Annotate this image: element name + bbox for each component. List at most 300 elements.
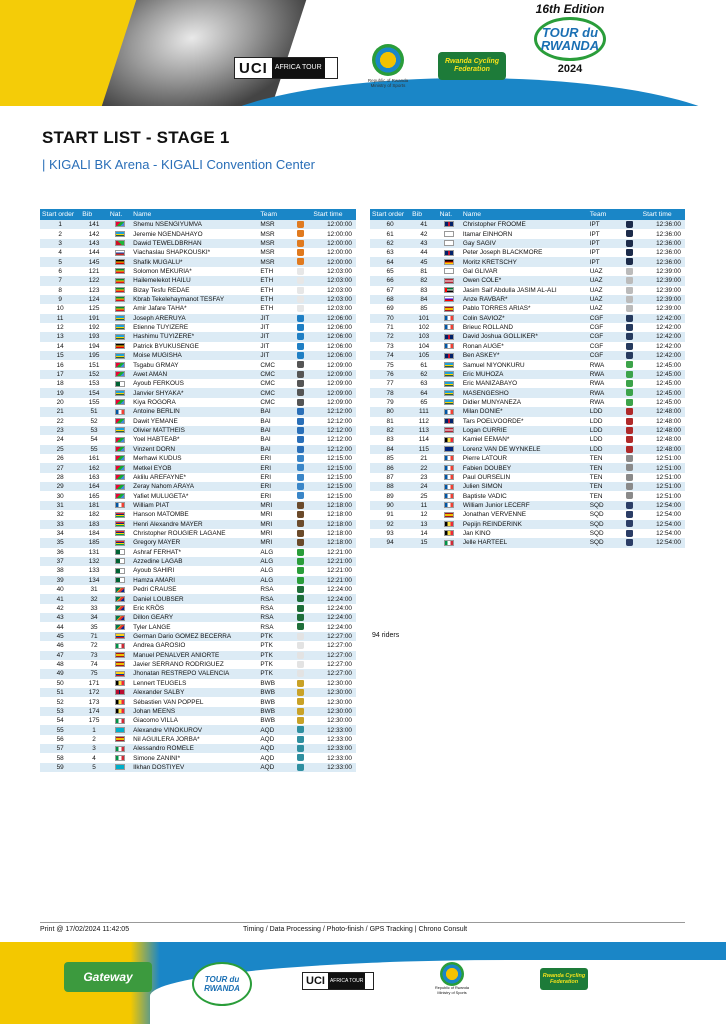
bib-cell: 34 [80,613,108,622]
nationality-cell [108,407,131,416]
team-cell: CGF [588,332,620,341]
jersey-cell [290,482,311,491]
jersey-icon [297,436,304,443]
rider-name-cell: Gal GLIVAR [461,267,588,276]
table-row [40,323,356,332]
jersey-icon [297,530,304,537]
team-cell: MSR [258,248,290,257]
table-row [40,314,356,323]
start-order-cell: 46 [40,641,80,650]
flag-icon-fra [115,502,125,508]
rider-name-cell: Lorenz VAN DE WYNKELE [461,445,588,454]
flag-icon-fra [444,343,454,349]
flag-icon-ita [115,746,125,752]
bib-cell: 105 [410,351,437,360]
start-order-cell: 50 [40,679,80,688]
start-order-cell: 44 [40,622,80,631]
table-row [40,360,356,369]
rider-name-cell: Tars POELVOORDE* [461,417,588,426]
team-cell: MRI [258,520,290,529]
ministry-footer-logo [432,962,472,995]
flag-icon-fra [444,493,454,499]
rider-name-cell: Janvier SHYAKA* [131,388,258,397]
team-cell: ALG [258,566,290,575]
jersey-icon [297,324,304,331]
bib-cell: 132 [80,557,108,566]
flag-icon-alg [115,558,125,564]
jersey-cell [619,229,640,238]
start-time-cell: 12:03:00 [311,267,356,276]
flag-icon-rwa [444,390,454,396]
start-time-cell: 12:27:00 [311,651,356,660]
start-order-cell: 27 [40,463,80,472]
jersey-cell [290,286,311,295]
jersey-cell [290,651,311,660]
start-time-cell: 12:18:00 [311,529,356,538]
flag-icon-rwa [115,353,125,359]
jersey-cell [290,585,311,594]
jersey-icon [626,539,633,546]
table-row [40,454,356,463]
rider-name-cell: Dawid TEWELDBRHAN [131,239,258,248]
nationality-cell [108,473,131,482]
start-order-cell: 63 [370,248,410,257]
table-row [370,463,685,472]
table-row [40,351,356,360]
nationality-cell [108,632,131,641]
start-time-cell: 12:09:00 [311,388,356,397]
rider-name-cell: Amir Jafare TAHA* [131,304,258,313]
table-row [40,604,356,613]
jersey-icon [626,399,633,406]
jersey-icon [626,474,633,481]
team-cell: BWB [258,697,290,706]
jersey-cell [290,688,311,697]
bib-cell: 114 [410,435,437,444]
bib-cell: 104 [410,342,437,351]
table-row [40,594,356,603]
jersey-cell [619,445,640,454]
table-row [40,688,356,697]
jersey-cell [290,417,311,426]
jersey-icon [297,698,304,705]
nationality-cell [108,482,131,491]
start-time-cell: 12:42:00 [641,351,685,360]
bib-cell: 144 [80,248,108,257]
team-cell: RSA [258,604,290,613]
team-cell: CMC [258,398,290,407]
bib-cell: 113 [410,426,437,435]
table-row [40,763,356,772]
jersey-cell [290,491,311,500]
jersey-icon [297,240,304,247]
flag-icon-rwa [115,427,125,433]
team-cell: IPT [588,239,620,248]
start-order-cell: 85 [370,454,410,463]
bib-cell: 121 [80,267,108,276]
jersey-cell [619,314,640,323]
bib-cell: 101 [410,314,437,323]
start-order-cell: 45 [40,632,80,641]
nationality-cell [438,342,461,351]
team-cell: PTK [258,641,290,650]
flag-icon-bel [115,708,125,714]
nationality-cell [438,473,461,482]
bib-cell: 112 [410,417,437,426]
table-row [40,613,356,622]
jersey-cell [290,370,311,379]
bib-cell: 155 [80,398,108,407]
jersey-cell [290,304,311,313]
jersey-icon [297,474,304,481]
flag-icon-esp [115,661,125,667]
flag-icon-bel [115,680,125,686]
flag-icon-gbr [444,418,454,424]
nationality-cell [108,613,131,622]
start-time-cell: 12:54:00 [641,529,685,538]
jersey-icon [297,268,304,275]
jersey-cell [290,454,311,463]
table-row [370,370,685,379]
rider-name-cell: Joseph ARERUYA [131,314,258,323]
rider-name-cell: Etienne TUYIZERE [131,323,258,332]
table-row [370,426,685,435]
team-cell: ETH [258,267,290,276]
start-time-cell: 12:27:00 [311,632,356,641]
start-order-cell: 9 [40,295,80,304]
rider-name-cell: Johan MEENS [131,707,258,716]
nationality-cell [108,501,131,510]
table-row [40,482,356,491]
team-cell: UAZ [588,295,620,304]
start-time-cell: 12:33:00 [311,753,356,762]
flag-icon-eri [115,418,125,424]
table-row [40,735,356,744]
team-cell: ERI [258,454,290,463]
rider-name-cell: Lennert TEUGELS [131,679,258,688]
rider-name-cell: Milan DONIE* [461,407,588,416]
bib-cell: 53 [80,426,108,435]
bib-cell: 12 [410,510,437,519]
rider-name-cell: Metkel EYOB [131,463,258,472]
jersey-icon [297,539,304,546]
bib-cell: 32 [80,594,108,603]
nationality-cell [108,585,131,594]
jersey-cell [290,435,311,444]
table-row [370,323,685,332]
team-cell: BAI [258,417,290,426]
table-row [370,445,685,454]
nationality-cell [108,566,131,575]
jersey-icon [297,446,304,453]
bib-cell: 44 [410,248,437,257]
start-time-cell: 12:51:00 [641,454,685,463]
jersey-cell [290,510,311,519]
jersey-icon [297,633,304,640]
edition-label: 16th Edition [535,2,605,16]
jersey-icon [297,464,304,471]
start-order-cell: 1 [40,220,80,229]
col-jersey [290,209,311,220]
jersey-icon [297,418,304,425]
jersey-icon [297,258,304,265]
jersey-cell [290,763,311,772]
nationality-cell [108,286,131,295]
nationality-cell [438,332,461,341]
team-cell: CGF [588,342,620,351]
rider-name-cell: Jonathan VERVENNE [461,510,588,519]
bib-cell: 191 [80,314,108,323]
rider-name-cell: David Joshua GOLLIKER* [461,332,588,341]
start-time-cell: 12:39:00 [641,295,685,304]
table-row [370,332,685,341]
start-time-cell: 12:27:00 [311,669,356,678]
rider-name-cell: Hanson MATOMBE [131,510,258,519]
flag-icon-eth [115,296,125,302]
start-order-cell: 10 [40,304,80,313]
start-order-cell: 91 [370,510,410,519]
bib-cell: 13 [410,520,437,529]
nationality-cell [108,707,131,716]
jersey-icon [626,408,633,415]
start-time-cell: 12:30:00 [311,707,356,716]
team-cell: ERI [258,482,290,491]
rider-name-cell: Zeray Nahom ARAYA [131,482,258,491]
nationality-cell [438,529,461,538]
bib-cell: 163 [80,473,108,482]
team-cell: JIT [258,314,290,323]
nationality-cell [108,463,131,472]
tdr-logo-text: TOUR du RWANDA [540,25,600,53]
team-cell: SQD [588,538,620,547]
flag-icon-mri [115,521,125,527]
federation-footer-logo [540,968,588,990]
bib-cell: 11 [410,501,437,510]
start-time-cell: 12:06:00 [311,351,356,360]
start-time-cell: 12:33:00 [311,763,356,772]
jersey-icon [297,586,304,593]
start-order-cell: 5 [40,257,80,266]
jersey-icon [297,520,304,527]
flag-icon-fra [444,474,454,480]
team-cell: CGF [588,351,620,360]
rider-name-cell: Julien SIMON [461,482,588,491]
nationality-cell [108,510,131,519]
nationality-cell [108,398,131,407]
flag-icon-rwa [444,362,454,368]
jersey-icon [297,305,304,312]
rider-name-cell: Tsgabu GRMAY [131,360,258,369]
jersey-cell [619,491,640,500]
flag-icon-ita [444,540,454,546]
jersey-icon [297,380,304,387]
nationality-cell [108,753,131,762]
rider-name-cell: Moritz KRETSCHY [461,257,588,266]
jersey-icon [297,549,304,556]
start-order-cell: 62 [370,239,410,248]
start-order-cell: 49 [40,669,80,678]
start-time-cell: 12:33:00 [311,744,356,753]
rider-name-cell: Hamza AMARI [131,576,258,585]
rider-name-cell: Kamiel EEMAN* [461,435,588,444]
nationality-cell [108,435,131,444]
jersey-cell [290,538,311,547]
table-row [40,641,356,650]
tdr-logo-ring [534,17,606,61]
nationality-cell [108,417,131,426]
start-time-cell: 12:45:00 [641,360,685,369]
gateway-logo-text: Gateway [83,970,133,984]
table-row [40,520,356,529]
nationality-cell [108,491,131,500]
table-row [370,229,685,238]
jersey-icon [297,399,304,406]
table-row [40,548,356,557]
tour-du-rwanda-logo [520,0,620,96]
rider-name-cell: MASENGESHO [461,388,588,397]
table-row [40,622,356,631]
jersey-cell [619,510,640,519]
col-start-time: Start time [641,209,685,220]
nationality-cell [108,520,131,529]
jersey-icon [297,230,304,237]
nationality-cell [108,248,131,257]
table-row [370,501,685,510]
team-cell: CMC [258,379,290,388]
jersey-icon [626,230,633,237]
rider-name-cell: Olivier MATTHEIS [131,426,258,435]
nationality-cell [108,660,131,669]
table-row [370,417,685,426]
jersey-cell [290,716,311,725]
table-row [370,286,685,295]
bib-cell: 62 [410,370,437,379]
bib-cell: 171 [80,679,108,688]
start-time-cell: 12:36:00 [641,220,685,229]
jersey-cell [290,323,311,332]
col-start-time: Start time [311,209,356,220]
table-row [40,398,356,407]
rider-name-cell: William Junior LECERF [461,501,588,510]
start-order-cell: 20 [40,398,80,407]
jersey-icon [297,670,304,677]
table-row [40,566,356,575]
start-order-cell: 11 [40,314,80,323]
team-cell: MSR [258,257,290,266]
nationality-cell [438,248,461,257]
team-cell: ALG [258,557,290,566]
start-order-cell: 77 [370,379,410,388]
col-name: Name [461,209,588,220]
rider-name-cell: Ronan AUGE* [461,342,588,351]
table-row [40,239,356,248]
uci-logo-text: UCI [239,59,268,77]
bib-cell: 83 [410,286,437,295]
bib-cell: 82 [410,276,437,285]
bib-cell: 71 [80,632,108,641]
team-cell: RSA [258,622,290,631]
nationality-cell [438,360,461,369]
jersey-icon [297,492,304,499]
flag-icon-isr [444,268,454,274]
rwanda-cycling-federation-logo [438,52,506,80]
jersey-icon [626,427,633,434]
start-order-cell: 71 [370,323,410,332]
table-row [370,239,685,248]
flag-icon-mri [115,512,125,518]
start-order-cell: 64 [370,257,410,266]
table-row [40,426,356,435]
bib-cell: 143 [80,239,108,248]
start-time-cell: 12:21:00 [311,557,356,566]
team-cell: TEN [588,473,620,482]
start-time-cell: 12:00:00 [311,257,356,266]
jersey-cell [290,520,311,529]
flag-icon-bdi [115,240,125,246]
nationality-cell [438,314,461,323]
rider-name-cell: Sébastien VAN POPPEL [131,697,258,706]
table-row [40,679,356,688]
bib-cell: 193 [80,332,108,341]
table-row [40,725,356,734]
jersey-cell [619,323,640,332]
start-time-cell: 12:45:00 [641,398,685,407]
bib-cell: 192 [80,323,108,332]
table-row [40,744,356,753]
jersey-cell [619,482,640,491]
bib-cell: 84 [410,295,437,304]
start-order-cell: 93 [370,529,410,538]
africa-tour-footer-logo-text: AFRICA TOUR [328,973,365,989]
jersey-cell [619,463,640,472]
start-time-cell: 12:30:00 [311,679,356,688]
table-row [40,304,356,313]
jersey-icon [297,361,304,368]
flag-icon-gbr [444,250,454,256]
rider-name-cell: Merhawi KUDUS [131,454,258,463]
flag-icon-eri [115,493,125,499]
nationality-cell [438,351,461,360]
nationality-cell [108,744,131,753]
rider-name-cell: Shafik MUGALU* [131,257,258,266]
start-order-cell: 30 [40,491,80,500]
jersey-icon [297,483,304,490]
start-order-cell: 55 [40,725,80,734]
flag-icon-alg [115,568,125,574]
start-order-cell: 47 [40,651,80,660]
jersey-cell [619,370,640,379]
table-row [370,388,685,397]
nationality-cell [438,538,461,547]
bib-cell: 72 [80,641,108,650]
flag-icon-rwa [115,334,125,340]
flag-icon-esp [115,652,125,658]
rider-name-cell: Christopher ROUGIER LAGANE [131,529,258,538]
team-cell: IPT [588,229,620,238]
table-row [370,314,685,323]
jersey-icon [297,287,304,294]
table-row [40,576,356,585]
bib-cell: 174 [80,707,108,716]
flag-icon-rsa [115,615,125,621]
start-time-cell: 12:09:00 [311,379,356,388]
team-cell: PTK [258,669,290,678]
nationality-cell [438,417,461,426]
team-cell: LDD [588,407,620,416]
table-row [40,267,356,276]
team-cell: JIT [258,323,290,332]
start-order-cell: 68 [370,295,410,304]
